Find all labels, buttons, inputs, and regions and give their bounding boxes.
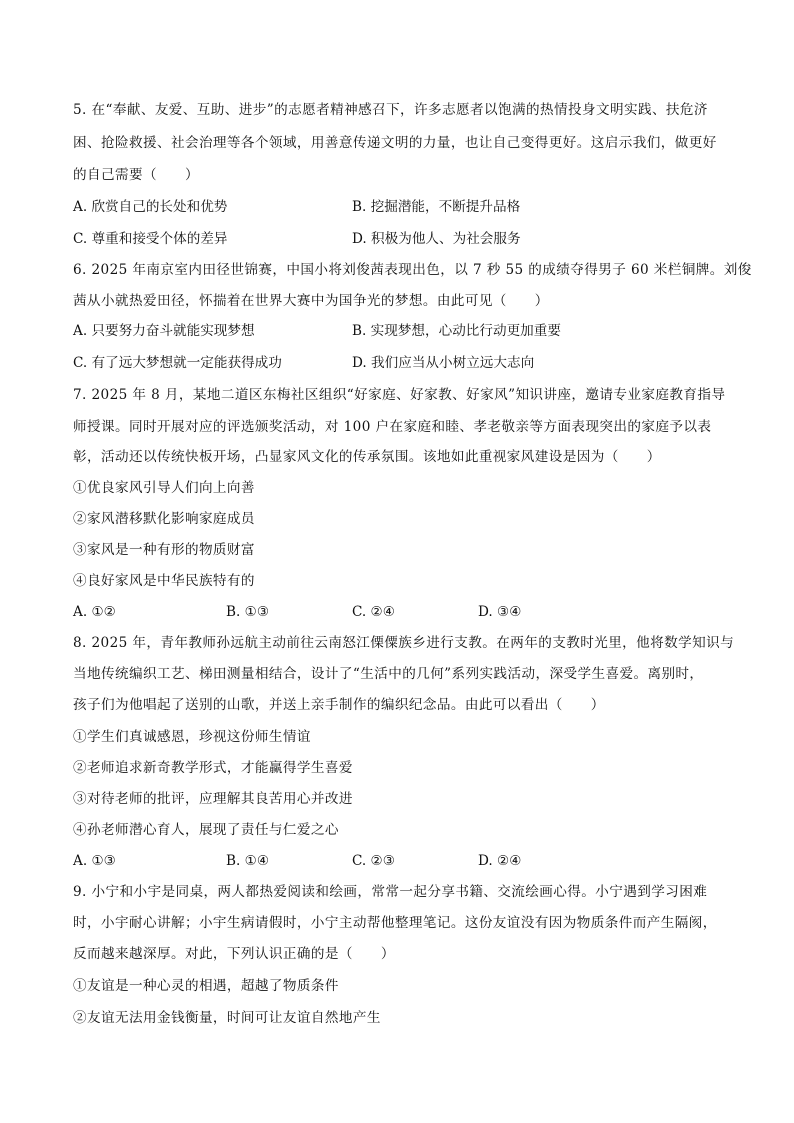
q8-statement-4: ④孙老师潜心育人，展现了责任与仁爱之心 xyxy=(73,822,339,838)
q8-stem-line-2: 当地传统编织工艺、梯田测量相结合，设计了“生活中的几何”系列实践活动，深受学生喜爱。离别时， xyxy=(73,666,704,682)
q9-stem-line-2: 时，小宇耐心讲解；小宇生病请假时，小宁主动帮他整理笔记。这份友谊没有因为物质条件而产生隔阂， xyxy=(73,915,717,931)
q6-option-a: A. 只要努力奋斗就能实现梦想 xyxy=(73,323,255,339)
q7-stem-line-1: 7. 2025 年 8 月，某地二道区东梅社区组织“好家庭、好家教、好家风”知识讲座，邀请专业家庭教育指导 xyxy=(73,387,726,403)
q8-statement-3: ③对待老师的批评，应理解其良苦用心并改进 xyxy=(73,791,353,807)
q6-option-d: D. 我们应当从小树立远大志向 xyxy=(352,355,535,371)
q7-option-d: D. ③④ xyxy=(478,604,522,620)
q5-option-d: D. 积极为他人、为社会服务 xyxy=(352,231,521,247)
q7-option-c: C. ②④ xyxy=(352,604,395,620)
q6-stem-line-2: 茜从小就热爱田径，怀揣着在世界大赛中为国争光的梦想。由此可见（ ） xyxy=(73,293,549,309)
q7-stem-line-2: 师授课。同时开展对应的评选颁奖活动，对 100 户在家庭和睦、孝老敬亲等方面表现突出的家庭予以表 xyxy=(73,419,712,435)
q7-statement-4: ④良好家风是中华民族特有的 xyxy=(73,573,255,589)
q5-stem-line-2: 困、抢险救援、社会治理等各个领域，用善意传递文明的力量，也让自己变得更好。这启示我们，做更好 xyxy=(73,135,717,151)
q8-statement-2: ②老师追求新奇教学形式，才能赢得学生喜爱 xyxy=(73,760,353,776)
q9-stem-line-1: 9. 小宁和小宇是同桌，两人都热爱阅读和绘画，常常一起分享书籍、交流绘画心得。小宁遇到学习困难 xyxy=(73,884,708,900)
q5-stem-line-1: 5. 在“奉献、友爱、互助、进步”的志愿者精神感召下，许多志愿者以饱满的热情投身文明实践、扶危济 xyxy=(73,102,708,118)
q5-option-c: C. 尊重和接受个体的差异 xyxy=(73,231,228,247)
q5-stem-line-3: 的自己需要（ ） xyxy=(73,167,199,183)
q7-option-b: B. ①③ xyxy=(226,604,270,620)
q6-option-c: C. 有了远大梦想就一定能获得成功 xyxy=(73,355,282,371)
q6-option-b: B. 实现梦想，心动比行动更加重要 xyxy=(352,323,561,339)
q7-option-a: A. ①② xyxy=(73,604,116,620)
q9-statement-1: ①友谊是一种心灵的相遇，超越了物质条件 xyxy=(73,978,339,994)
q6-stem-line-1: 6. 2025 年南京室内田径世锦赛，中国小将刘俊茜表现出色，以 7 秒 55 的成绩夺得男子 60 米栏铜牌。刘俊 xyxy=(73,262,752,278)
q7-stem-line-3: 彰，活动还以传统快板开场，凸显家风文化的传承氛围。该地如此重视家风建设是因为（ ） xyxy=(73,449,661,465)
q8-option-b: B. ①④ xyxy=(226,853,270,869)
q8-stem-line-3: 孩子们为他唱起了送别的山歌，并送上亲手制作的编织纪念品。由此可以看出（ ） xyxy=(73,697,605,713)
q8-stem-line-1: 8. 2025 年，青年教师孙远航主动前往云南怒江傈僳族乡进行支教。在两年的支教时光里，他将数学知识与 xyxy=(73,635,735,651)
q8-option-a: A. ①③ xyxy=(73,853,116,869)
q8-option-c: C. ②③ xyxy=(352,853,395,869)
q5-option-a: A. 欣赏自己的长处和优势 xyxy=(73,199,228,215)
q8-statement-1: ①学生们真诚感恩，珍视这份师生情谊 xyxy=(73,729,311,745)
q5-option-b: B. 挖掘潜能，不断提升品格 xyxy=(352,199,521,215)
q7-statement-3: ③家风是一种有形的物质财富 xyxy=(73,542,255,558)
q8-option-d: D. ②④ xyxy=(478,853,522,869)
q7-statement-2: ②家风潜移默化影响家庭成员 xyxy=(73,511,255,527)
q7-statement-1: ①优良家风引导人们向上向善 xyxy=(73,480,255,496)
q9-statement-2: ②友谊无法用金钱衡量，时间可让友谊自然地产生 xyxy=(73,1010,381,1026)
q9-stem-line-3: 反而越来越深厚。对此，下列认识正确的是（ ） xyxy=(73,946,395,962)
